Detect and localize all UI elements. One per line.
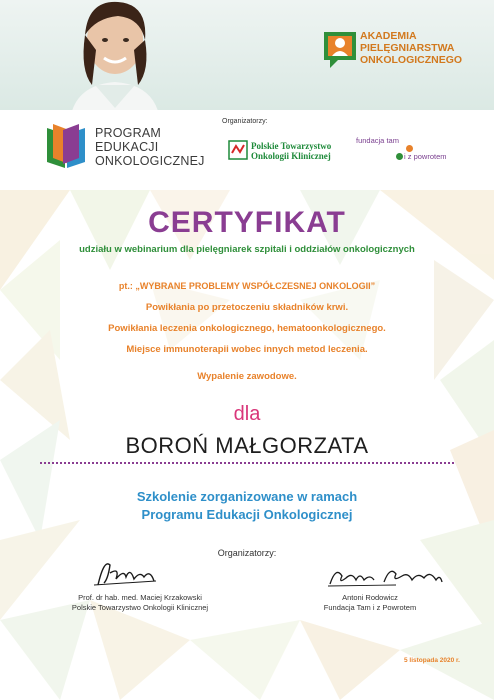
topic-item: Powikłania po przetoczeniu składników krwi. [145,302,349,313]
signer-left-name: Prof. dr hab. med. Maciej Krzakowski [78,593,202,602]
ptok-line: Onkologii Klinicznej [251,151,331,161]
signature-right-image [326,562,446,590]
organizers-label-top: Organizatorzy: [222,118,268,125]
certificate-subtitle: udziału w webinarium dla pielęgniarek szpitali i oddziałów onkologicznych [79,244,415,255]
signer-left [40,593,240,613]
academy-name [360,30,462,66]
foundation-line-2: i z powrotem [404,152,447,161]
ptok-logo [228,140,348,166]
dotted-divider [40,462,454,464]
training-line: Programu Edukacji Onkologicznej [141,507,353,522]
foundation-green-dot-icon [396,153,403,160]
ptok-emblem-icon [228,140,248,160]
foundation-logo [356,136,466,166]
program-name [95,126,205,168]
recipient-name: BOROŃ MAŁGORZATA [125,433,369,458]
topic-item: Wypalenie zawodowe. [197,371,297,382]
ptok-name [251,141,331,161]
foundation-line-1: fundacja tam [356,136,399,145]
foundation-orange-dot-icon [406,145,413,152]
training-line: Szkolenie zorganizowane w ramach [136,489,358,504]
academy-line: PIELĘGNIARSTWA [360,42,455,54]
topic-item: Miejsce immunoterapii wobec innych metod leczenia. [126,344,368,355]
program-line: PROGRAM [95,126,161,140]
signer-right-name: Antoni Rodowicz [342,593,398,602]
academy-speech-bubble-icon [320,28,360,72]
nurse-photo-illustration [40,0,190,110]
academy-line: ONKOLOGICZNEGO [360,54,463,66]
signature-left-image [90,555,160,590]
program-line: ONKOLOGICZNEJ [95,154,205,168]
academy-line: AKADEMIA [360,30,417,42]
ptok-line: Polskie Towarzystwo [251,141,332,151]
signer-left-org: Polskie Towarzystwo Onkologii Klinicznej [71,603,209,612]
signer-right-org: Fundacja Tam i z Powrotem [323,603,417,612]
certificate-title: CERTYFIKAT [148,206,346,239]
topic-item: Powikłania leczenia onkologicznego, hematoonkologicznego. [108,323,386,334]
organizers-label-bottom: Organizatorzy: [217,548,277,558]
program-line: EDUKACJI [95,140,159,154]
program-logo [45,118,215,178]
open-book-icon [45,122,87,170]
issue-date: 5 listopada 2020 r. [403,657,460,664]
signer-right [290,593,450,613]
organizers-logos-band [0,110,494,188]
webinar-topic: pt.: „WYBRANE PROBLEMY WSPÓŁCZESNEJ ONKOLOGII” [118,281,376,291]
academy-logo [320,28,490,76]
for-label: dla [233,403,261,425]
